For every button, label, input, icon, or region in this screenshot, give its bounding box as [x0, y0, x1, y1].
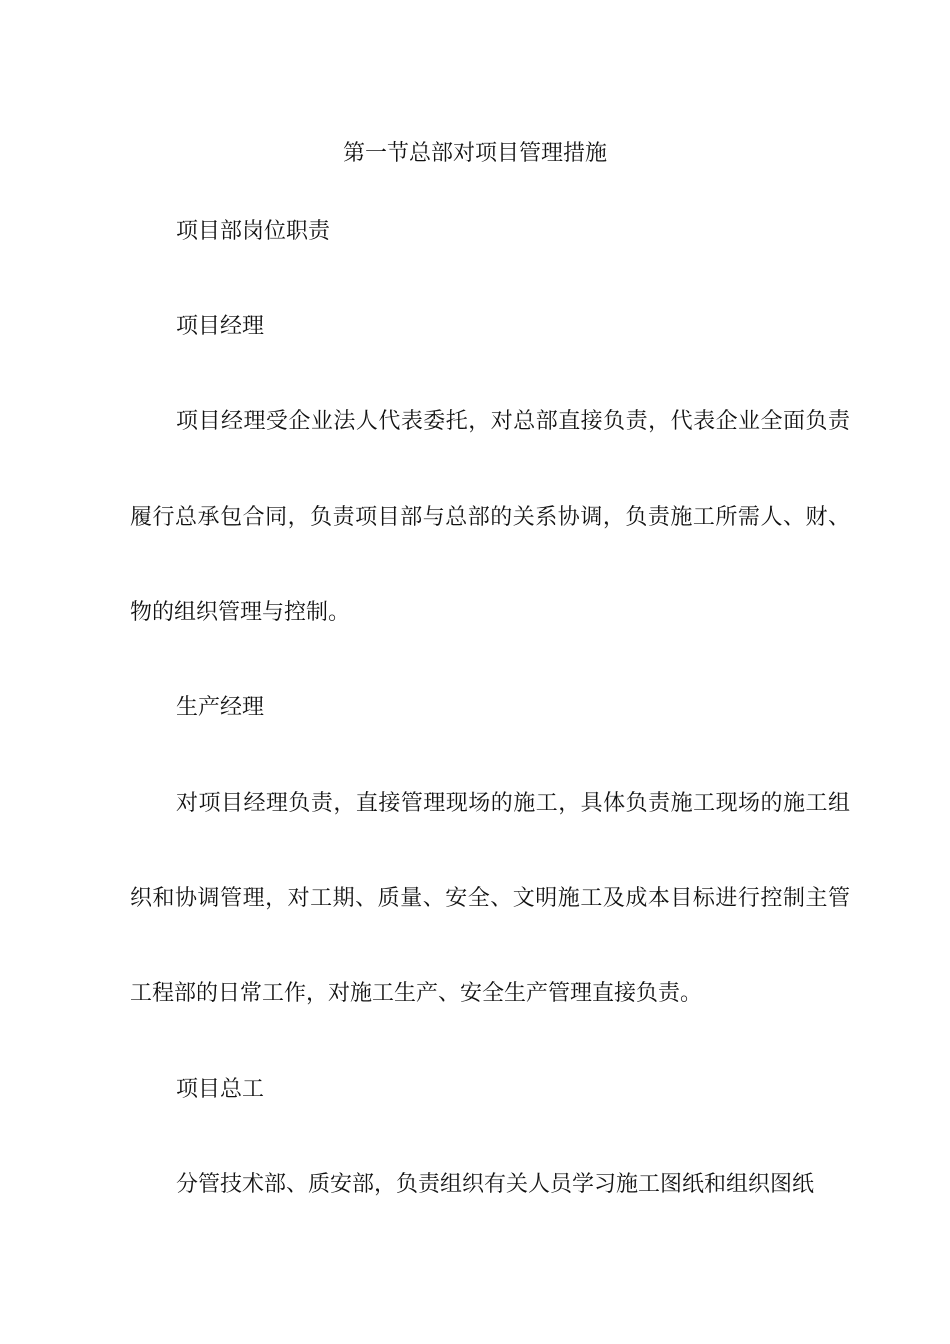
section-heading: 项目部岗位职责 [176, 219, 331, 244]
role-title-project-manager: 项目经理 [176, 314, 265, 339]
paragraph-line: 织和协调管理，对工期、质量、安全、文明施工及成本目标进行控制主管 [130, 886, 850, 911]
paragraph-line: 物的组织管理与控制。 [130, 600, 351, 625]
paragraph-line: 工程部的日常工作，对施工生产、安全生产管理直接负责。 [130, 981, 703, 1006]
role-title-production-manager: 生产经理 [176, 695, 265, 720]
paragraph-line: 对项目经理负责，直接管理现场的施工，具体负责施工现场的施工组 [176, 791, 850, 816]
role-title-chief-engineer: 项目总工 [176, 1077, 265, 1102]
paragraph-line: 履行总承包合同，负责项目部与总部的关系协调，负责施工所需人、财、 [130, 505, 850, 530]
document-title: 第一节总部对项目管理措施 [342, 141, 607, 166]
paragraph-line: 项目经理受企业法人代表委托，对总部直接负责，代表企业全面负责 [176, 409, 850, 434]
paragraph-line: 分管技术部、质安部，负责组织有关人员学习施工图纸和组织图纸 [176, 1172, 815, 1197]
